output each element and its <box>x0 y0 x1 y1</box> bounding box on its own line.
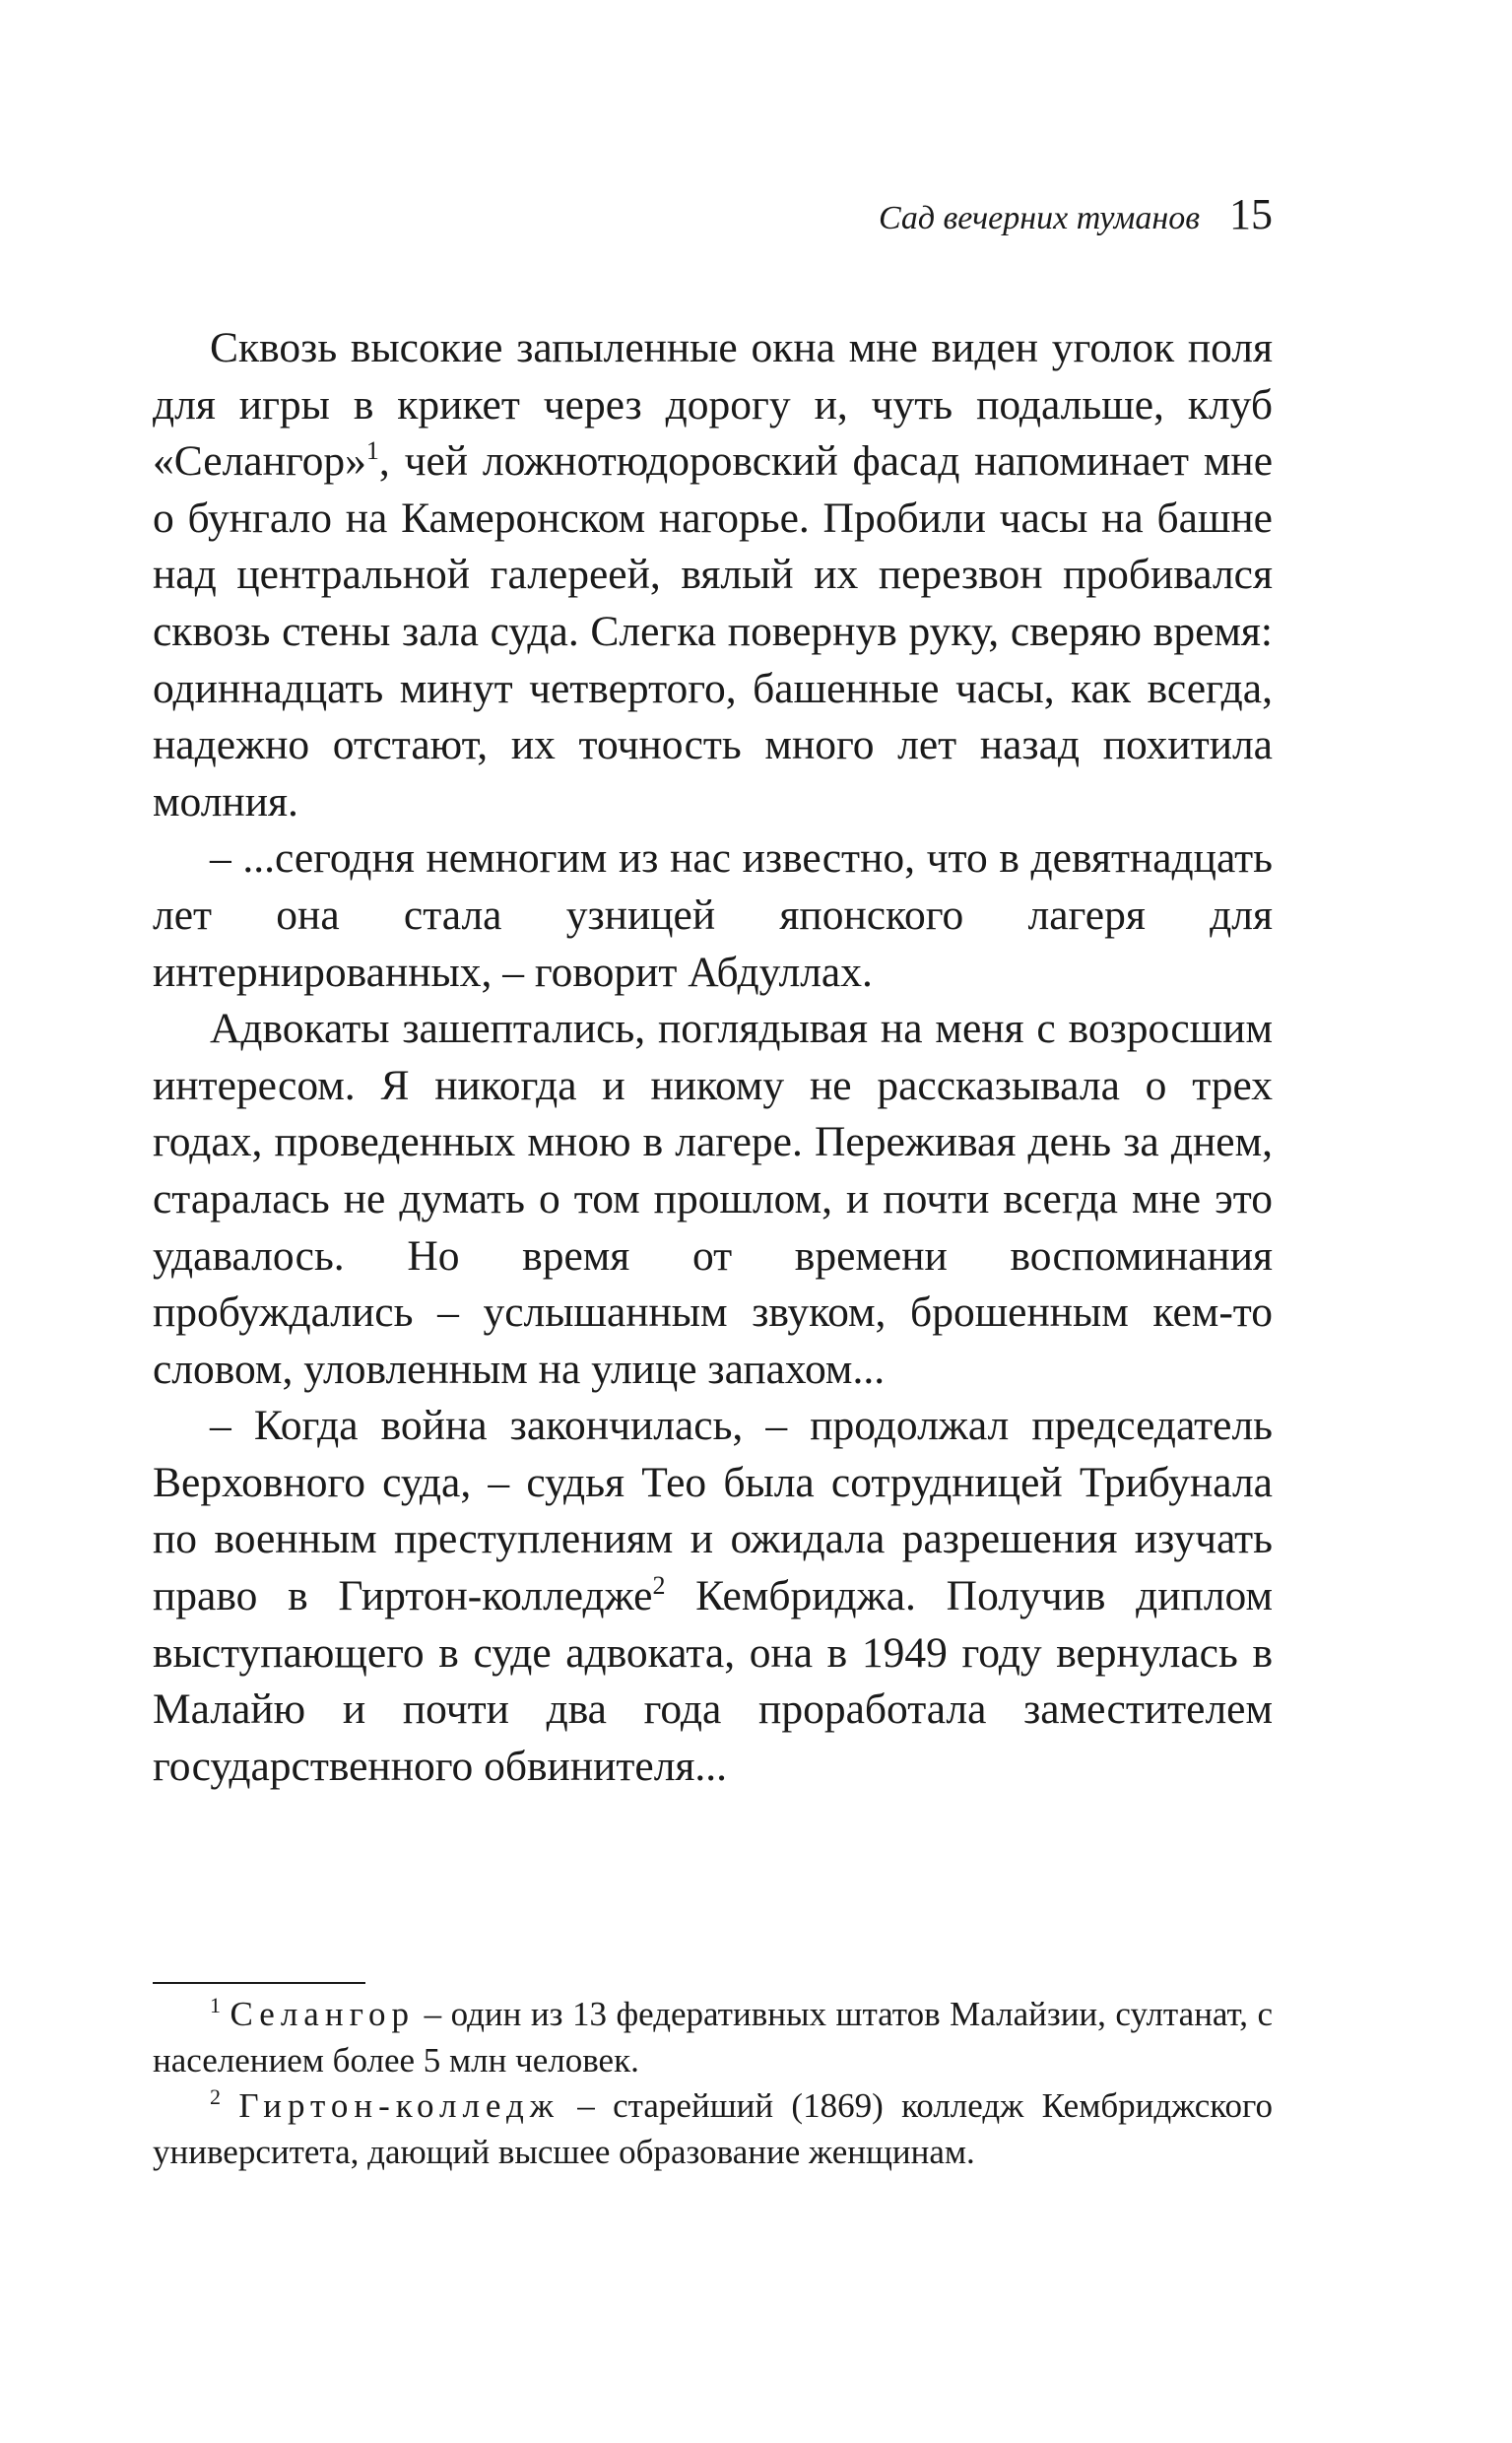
running-head <box>153 189 1273 248</box>
paragraph-2: – ...сегодня немногим из нас известно, что в девятнадцать лет она стала узницей японского лагеря для интернированных, – говорит Абдуллах. <box>153 834 1273 996</box>
paragraph-1-text-b: , чей ложнотюдоровский фасад напоминает мне о бунгало на Камеронском нагорье. Пробили часы на башне над центральной галереей, вялый их перезвон пробивался сквозь стены зала суда. Слегка повернув руку, сверяю время: одиннадцать минут четвертого, башенные часы, как всегда, надежно отстают, их точность много лет назад похитила молния. <box>153 437 1273 825</box>
paragraph-4-text-a: – Когда война закончилась, – продолжал председатель Верховного суда, – судья Тео была сотрудницей Трибунала по военным преступлениям и ожидала разрешения изучать право в Гиртон-колледже <box>153 1402 1273 1620</box>
paragraph-1-text-a: Сквозь высокие запыленные окна мне виден уголок поля для игры в крикет через дорогу и, чуть подальше, клуб «Селангор» <box>153 324 1273 486</box>
footnote-ref-1: 1 <box>365 436 379 466</box>
footnote-text-1: – один из 13 федеративных штатов Малайзии, султанат, с населением более 5 млн человек. <box>153 1995 1274 2080</box>
footnote-text-2: – старейший (1869) колледж Кембриджского университета, дающий высшее образование женщинам. <box>153 2086 1273 2171</box>
footnotes <box>153 1992 1273 2175</box>
page-number: 15 <box>1229 190 1273 238</box>
footnote-1 <box>153 1992 1273 2083</box>
footnote-separator <box>153 1982 365 1984</box>
paragraph-1 <box>153 320 1273 830</box>
paragraph-4-text-b: Кембриджа. Получив диплом выступающего в суде адвоката, она в 1949 году вернулась в Малайю и почти два года проработала заместителем государственного обвинителя... <box>153 1572 1273 1790</box>
paragraph-3: Адвокаты зашептались, поглядывая на меня с возросшим интересом. Я никогда и никому не рассказывала о трех годах, проведенных мною в лагере. Переживая день за днем, старалась не думать о том прошлом, и почти всегда мне это удавалось. Но время от времени воспоминания пробуждались – услышанным звуком, брошенным кем-то словом, уловленным на улице запахом... <box>153 1005 1273 1393</box>
footnote-mark-1: 1 <box>210 1993 221 2017</box>
footnote-mark-2: 2 <box>210 2084 221 2109</box>
footnote-ref-2: 2 <box>652 1571 666 1601</box>
body-text <box>153 320 1273 1795</box>
footnote-term-2: Гиртон-колледж <box>238 2086 559 2125</box>
running-title: Сад вечерних туманов <box>878 200 1200 236</box>
footnote-term-1: Селангор <box>230 1995 416 2033</box>
paragraph-4 <box>153 1398 1273 1795</box>
footnote-2 <box>153 2083 1273 2175</box>
